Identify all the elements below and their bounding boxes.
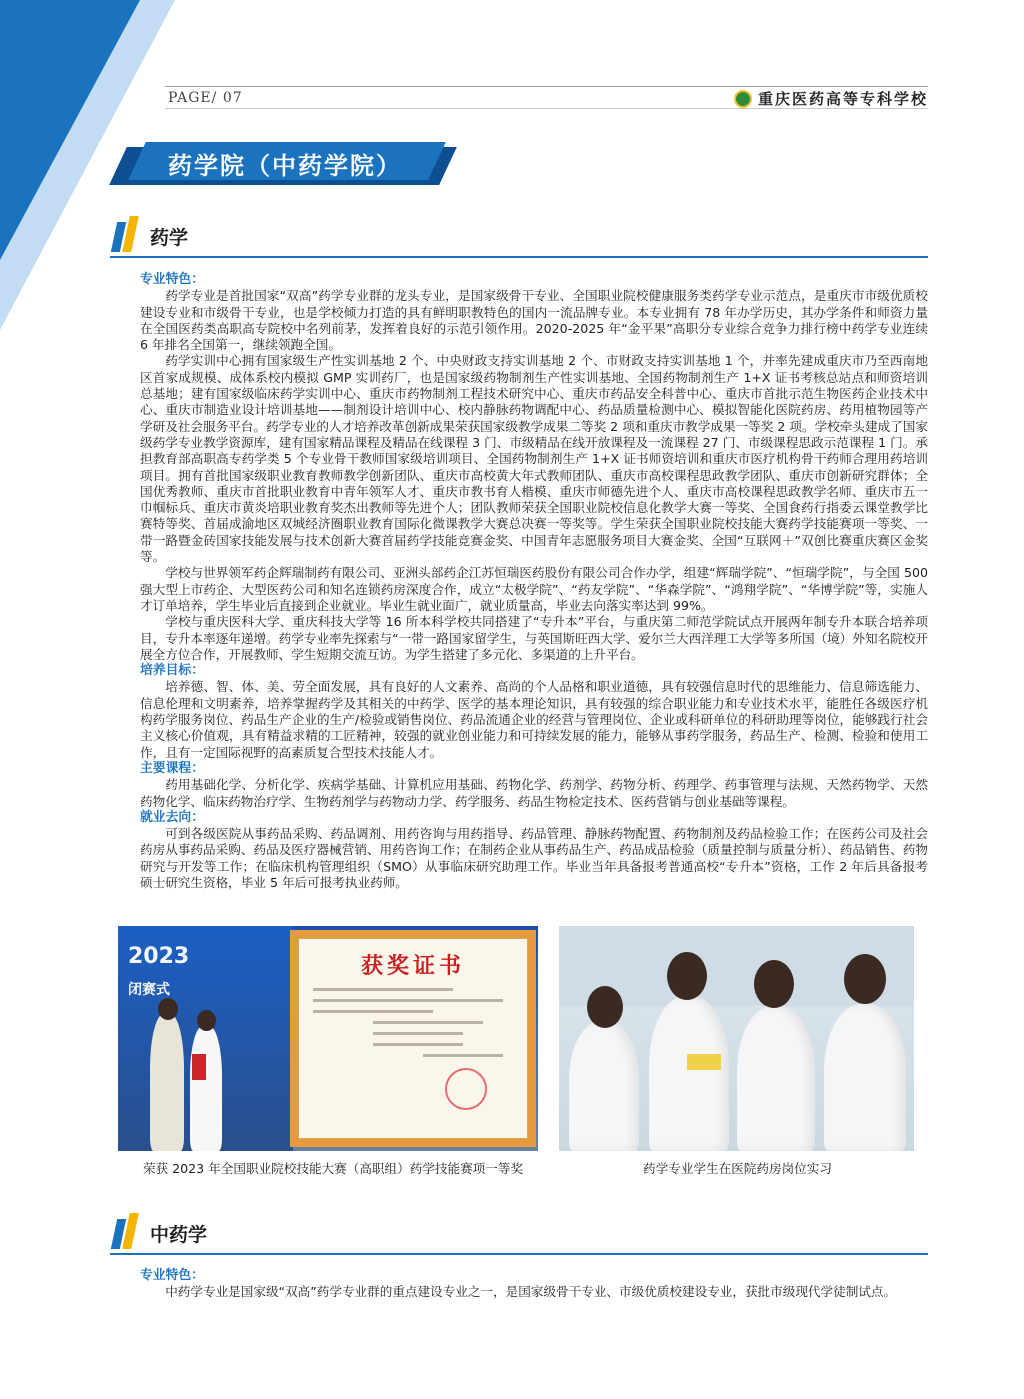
student-head (587, 986, 623, 1028)
award-photo (118, 926, 538, 1151)
feature-paragraph: 中药学专业是国家级“双高”药学专业群的重点建设专业之一，是国家级骨干专业、市级优质校建设专业，获批市级现代学徒制试点。 (165, 1284, 897, 1300)
section-heading-tcm (110, 1213, 928, 1249)
medicine-box (687, 1054, 721, 1070)
feature-paragraph: 学校与世界领军药企辉瑞制药有限公司、亚洲头部药企江苏恒瑞医药股份有限公司合作办学，组建“辉瑞学院”、“恒瑞学院”，与全国 500 强大型上市药企、大型医药公司和知名连锁药房深度合作，成立“太极学院”、“药友学院”、“华森学院”、“鸿翔学院”、“华博学院”等，实施人才订单培养，学生毕业后直接到企业就业。毕业生就业面广，就业质量高，毕业去向落实率达到 99%。 (140, 565, 928, 613)
student-head (754, 960, 794, 1008)
feature-paragraph: 学校与重庆医科大学、重庆科技大学等 16 所本科学校共同搭建了“专升本”平台，与重庆第二师范学院试点开展两年制专升本联合培养项目，专升本率逐年递增。药学专业率先探索与“一带一路国家留学生，与英国斯旺西大学、爱尔兰大西洋理工大学等多所国（境）外知名院校开展全方位合作，开展教师、学生短期交流互访。为学生搭建了多元化、多渠道的上升平台。 (140, 614, 928, 662)
stage-year: 2023 (128, 944, 190, 969)
course-text: 药用基础化学、分析化学、疾病学基础、计算机应用基础、药物化学、药剂学、药物分析、药理学、药事管理与法规、天然药物学、天然药物化学、临床药物治疗学、生物药剂学与药物动力学、药学服务、药品生物检定技术、医药营销与创业基础等课程。 (140, 777, 928, 809)
section-rule (110, 256, 928, 258)
person-head (158, 998, 178, 1020)
person-head (197, 1010, 216, 1031)
banner-title: 药学院（中药学院） (168, 152, 402, 180)
stage-backdrop (118, 926, 293, 1151)
section-body-tcm (140, 1268, 928, 1301)
goal-text: 培养德、智、体、美、劳全面发展，具有良好的人文素养、高尚的个人品格和职业道德，具有较强信息时代的思维能力、信息筛选能力、信息伦理和文明素养，培养掌握药学及其相关的中药学、医学的基本理论知识，具有较强的综合职业能力和专业技术水平，能胜任各级医疗机构药学服务岗位、药品生产企业的生产/检验或销售岗位、药品流通企业的经营与管理岗位、企业或科研单位的科研助理等岗位，能够践行社会主义核心价值观，具有精益求精的工匠精神，较强的就业创业能力和可持续发展的能力，能够从事药学服务，药品生产、检测、检验和使用工作，且有一定国际视野的高素质复合型技术技能人才。 (140, 679, 928, 760)
feature-label: 专业特色： (140, 272, 204, 287)
student-figure (824, 1004, 906, 1151)
section-stripes-icon (110, 216, 138, 252)
feature-paragraph: 药学专业是首批国家“双高”药学专业群的龙头专业，是国家级骨干专业、全国职业院校健康服务类药学专业示范点，是重庆市市级优质校建设专业和市级骨干专业，也是学校倾力打造的具有鲜明职教特色的国内一流品牌专业。本专业拥有 78 年办学历史，其办学条件和师资力量在全国医药类高职高专院校中名列前茅，发挥着良好的示范引领作用。2020-2025 年“金平果”高职分专业综合竞争力排行榜中药学专业连续 6 年排名全国第一，继续领跑全国。 (140, 288, 928, 353)
page-number: PAGE/ 07 (168, 90, 243, 106)
section-rule (110, 1253, 928, 1255)
feature-label: 专业特色： (140, 1268, 204, 1283)
section-title: 药学 (150, 227, 189, 249)
photo-caption: 荣获 2023 年全国职业院校技能大赛（高职组）药学技能赛项一等奖 (142, 1161, 524, 1176)
person-figure (150, 1014, 184, 1151)
header-rule (165, 86, 928, 87)
certificate-title: 获奖证书 (360, 953, 465, 979)
student-figure (569, 1021, 639, 1151)
section-title: 中药学 (150, 1224, 208, 1246)
career-label: 就业去向： (140, 809, 204, 825)
school-logo-icon (734, 90, 752, 108)
person-figure (190, 1026, 222, 1151)
stage-subtitle: 闭赛式 (128, 982, 170, 998)
certificate-text-lines (313, 988, 513, 1057)
student-head (667, 952, 707, 1000)
photo-caption: 药学专业学生在医院药房岗位实习 (643, 1161, 832, 1176)
section-heading-pharmacy (110, 216, 928, 252)
certificate (298, 938, 528, 1139)
seal-icon (445, 1068, 487, 1110)
student-figure (649, 996, 729, 1151)
student-figure (737, 1006, 815, 1151)
section-body-pharmacy (140, 272, 928, 891)
certificate-frame (290, 930, 536, 1147)
photo-row (118, 926, 914, 1151)
feature-paragraph: 药学实训中心拥有国家级生产性实训基地 2 个、中央财政支持实训基地 2 个、市财政支持实训基地 1 个，并率先建成重庆市乃至西南地区首家成规模、成体系校内模拟 GMP 实训药厂，也是国家级药物制剂生产性实训基地、全国药物制剂生产 1+X 证书考核总站点和师资培训总基地；建有国家级临床药学实训中心、重庆市药物制剂工程技术研究中心、重庆市药品安全科普中心、重庆市首批示范生物医药企业技术中心、重庆市制造业设计培训基地——制剂设计培训中心、校内静脉药物调配中心、药品质量检测中心、模拟智能化医院药房、药用植物园等产学研及社会服务平台。药学专业的人才培养改革创新成果荣获国家级教学成果二等奖 2 项和重庆市教学成果一等奖 2 项。学校牵头建成了国家级药学专业教学资源库，建有国家精品课程及精品在线课程 3 门、市级精品在线开放课程及一流课程 27 门、市级课程思政示范课程 1 门。承担教育部高职高专药学类 5 个专业骨干教师国家级培训项目、全国药物制剂生产 1+X 证书师资培训和重庆市医疗机构骨干药师合理用药培训项目。拥有首批国家级职业教育教师教学创新团队、重庆市高校黄大年式教师团队、重庆市高校课程思政教学团队、重庆市创新研究群体；全国优秀教师、重庆市首批职业教育中青年领军人才、重庆市教书育人楷模、重庆市师德先进个人、重庆市高校课程思政教学名师、重庆市五一巾帼标兵、重庆市黄炎培职业教育奖杰出教师等先进个人；团队教师荣获全国职业院校信息化教学大赛一等奖、全国食药行指委云课堂教学比赛特等奖、首届成渝地区双城经济圈职业教育国际化微课教学大赛总决赛一等奖等。学生荣获全国职业院校技能大赛药学技能赛项一等奖、一带一路暨金砖国家技能发展与技术创新大赛首届药学技能竞赛金奖、中国青年志愿服务项目大赛金奖、全国“互联网＋”双创比赛重庆赛区金奖等。 (140, 353, 928, 565)
pharmacy-internship-photo (559, 926, 914, 1151)
school-brand (734, 88, 928, 109)
career-text: 可到各级医院从事药品采购、药品调剂、用药咨询与用药指导、药品管理、静脉药物配置、药物制剂及药品检验工作；在医药公司及社会药房从事药品采购、药品及医疗器械营销、用药咨询工作；在制药企业从事药品生产、药品成品检验（质量控制与质量分析）、药品销售、药物研究与开发等工作；在临床机构管理组织（SMO）从事临床研究助理工作。毕业当年具备报考普通高校“专升本”资格，工作 2 年后具备报考硕士研究生资格，毕业 5 年后可报考执业药师。 (140, 826, 928, 890)
course-label: 主要课程： (140, 760, 204, 776)
school-name: 重庆医药高等专科学校 (757, 90, 928, 108)
goal-label: 培养目标： (140, 663, 204, 679)
certificate-held (192, 1054, 206, 1080)
student-head (844, 954, 886, 1004)
section-stripes-icon (110, 1213, 138, 1249)
